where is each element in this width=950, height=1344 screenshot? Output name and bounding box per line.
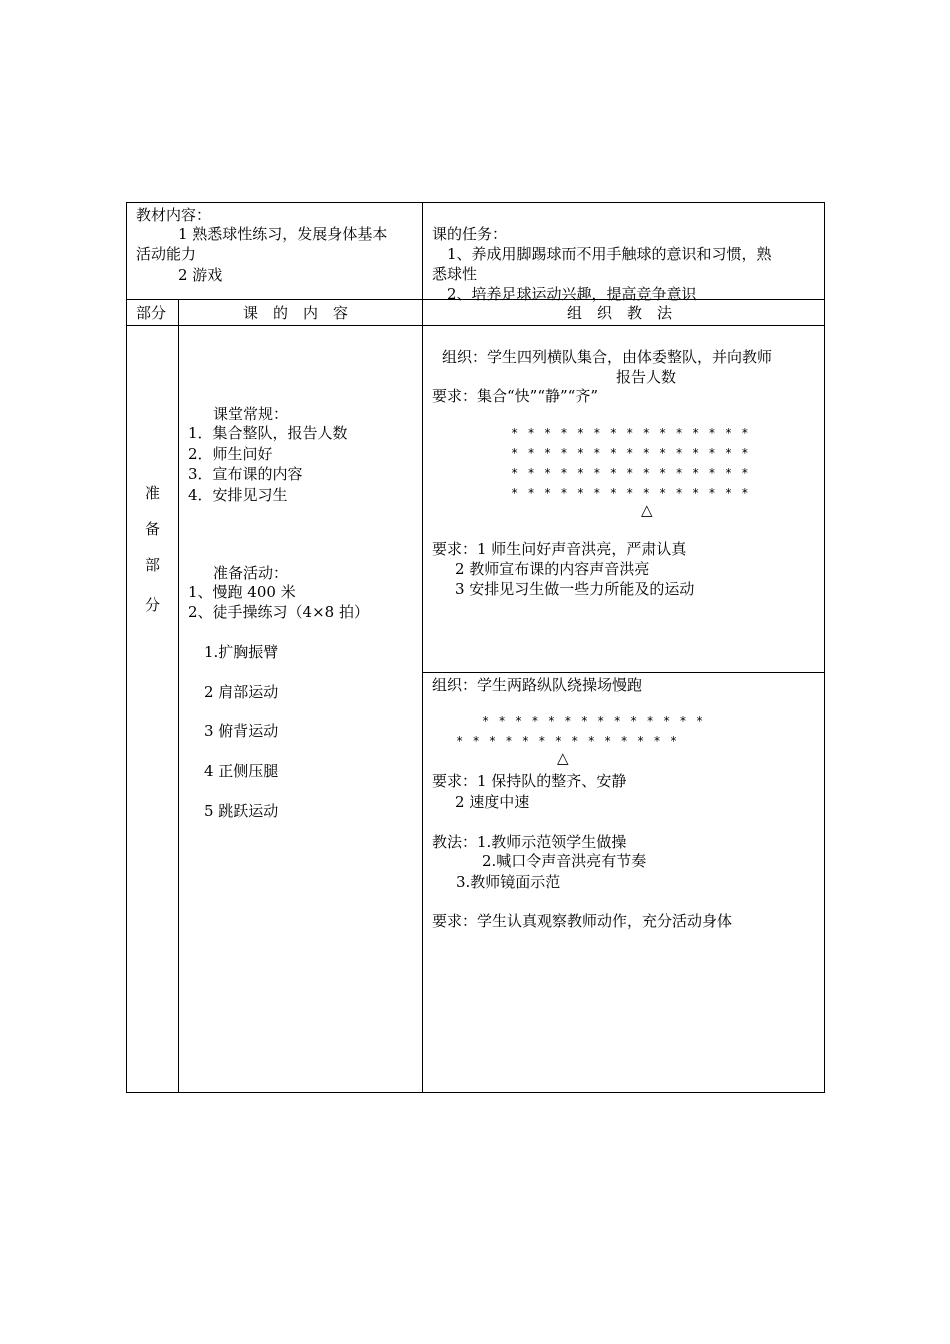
warmup-item-2: 2、徒手操练习（4×8 拍） — [188, 603, 369, 621]
tasks-line-3: 2、培养足球运动兴趣，提高竞争意识 — [447, 285, 697, 303]
material-title: 教材内容： — [136, 206, 212, 224]
material-line-3: 2 游戏 — [178, 266, 223, 284]
formation-row-3: * * * * * * * * * * * * * * * — [511, 466, 750, 480]
org-line-1: 组织：学生四列横队集合，由体委整队，并向教师 — [442, 348, 773, 366]
header-part: 部分 — [136, 304, 167, 322]
header-method: 组 织 教 法 — [567, 304, 673, 322]
material-line-1: 1 熟悉球性练习，发展身体基本 — [178, 225, 388, 243]
exercise-5: 5 跳跃运动 — [204, 802, 279, 820]
teaching-method-3: 3.教师镜面示范 — [456, 873, 561, 891]
header-content: 课 的 内 容 — [243, 304, 349, 322]
jog-requirement-1: 要求：1 保持队的整齐、安静 — [432, 772, 627, 790]
tasks-line-2: 悉球性 — [432, 265, 478, 283]
routine-item-3: 3．宣布课的内容 — [188, 465, 303, 483]
jog-requirement-2: 2 速度中速 — [455, 793, 530, 811]
teacher-triangle-icon: △ — [641, 501, 653, 519]
lesson-plan-table — [126, 202, 825, 1093]
section-char-2: 备 — [144, 520, 160, 538]
exercise-3: 3 俯背运动 — [204, 722, 279, 740]
material-line-2: 活动能力 — [136, 245, 197, 263]
org-line-2: 报告人数 — [616, 368, 677, 386]
final-requirement: 要求：学生认真观察教师动作，充分活动身体 — [432, 912, 733, 930]
routine-item-2: 2．师生问好 — [188, 445, 273, 463]
section-char-4: 分 — [144, 596, 160, 614]
routine-item-4: 4．安排见习生 — [188, 486, 288, 504]
section-char-3: 部 — [144, 556, 160, 574]
exercise-4: 4 正侧压腿 — [204, 762, 279, 780]
divider-method — [422, 672, 824, 673]
routine-item-1: 1．集合整队，报告人数 — [188, 424, 348, 442]
teaching-method-2: 2.喊口令声音洪亮有节奏 — [482, 852, 647, 870]
requirement-2-line-1: 要求：1 师生问好声音洪亮，严肃认真 — [432, 540, 687, 558]
jog-organization: 组织：学生两路纵队绕操场慢跑 — [432, 676, 643, 694]
requirement-2-line-3: 3 安排见习生做一些力所能及的运动 — [455, 580, 695, 598]
exercise-2: 2 肩部运动 — [204, 683, 279, 701]
routine-title: 课堂常规： — [213, 405, 289, 423]
requirement-2-line-2: 2 教师宣布课的内容声音洪亮 — [455, 560, 650, 578]
teaching-method-1: 教法：1.教师示范领学生做操 — [432, 833, 627, 851]
column-row-1: * * * * * * * * * * * * * * — [482, 714, 705, 728]
warmup-title: 准备活动： — [213, 564, 289, 582]
warmup-item-1: 1、慢跑 400 米 — [188, 583, 296, 601]
teacher-triangle-icon: △ — [557, 749, 569, 767]
requirement-1: 要求：集合“快”“静”“齐” — [432, 387, 599, 405]
tasks-title: 课的任务： — [432, 225, 508, 243]
formation-row-4: * * * * * * * * * * * * * * * — [511, 486, 750, 500]
column-row-2: * * * * * * * * * * * * * * — [456, 734, 679, 748]
divider-header — [127, 325, 824, 326]
formation-row-1: * * * * * * * * * * * * * * * — [511, 426, 750, 440]
tasks-line-1: 1、养成用脚踢球而不用手触球的意识和习惯，熟 — [447, 245, 772, 263]
section-char-1: 准 — [144, 484, 160, 502]
exercise-1: 1.扩胸振臂 — [204, 643, 279, 661]
divider-col-part — [178, 299, 179, 1092]
formation-row-2: * * * * * * * * * * * * * * * — [511, 446, 750, 460]
divider-col-main — [422, 203, 423, 1092]
